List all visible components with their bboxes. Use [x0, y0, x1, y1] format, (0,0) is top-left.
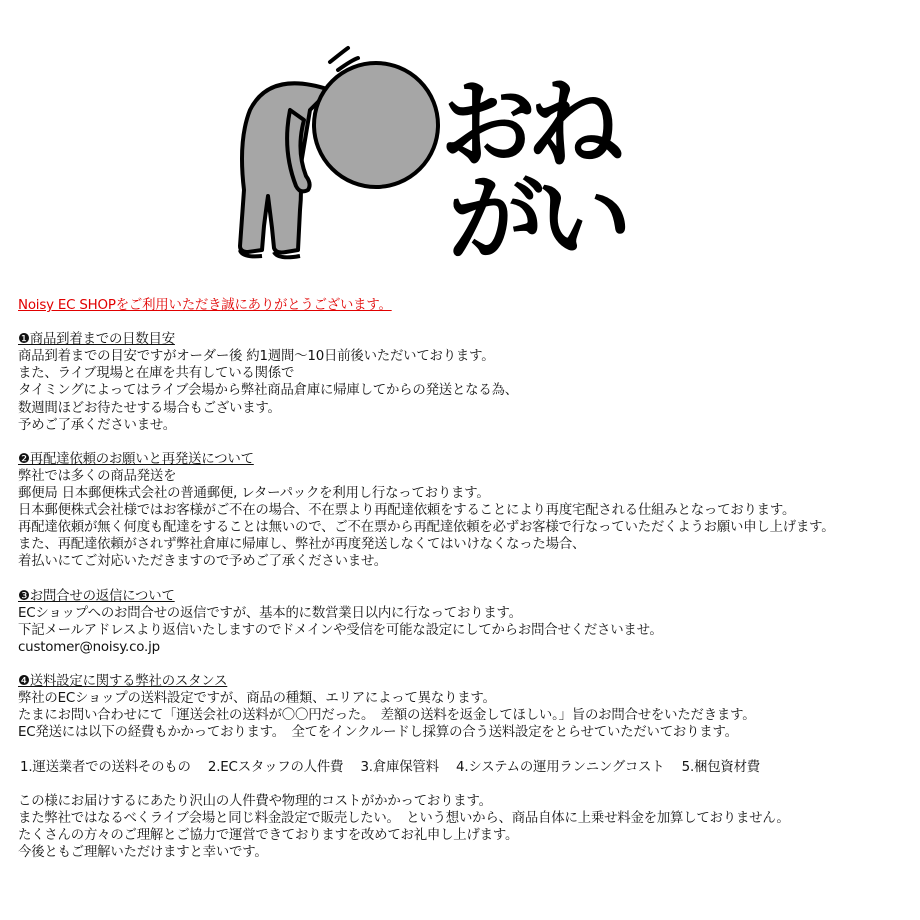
paragraph-line: 商品到着までの目安ですがオーダー後 約1週間〜10日前後いただいております。 — [18, 349, 495, 365]
paragraph-line: EC発送には以下の経費もかかっております。 全てをインクルードし採算の合う送料設定をとらせていただいております。 — [18, 725, 738, 741]
bowing-person-illustration — [0, 0, 920, 290]
section-shipping-policy — [18, 673, 913, 741]
paragraph-line: 着払いにてご対応いただきますので予めご了承くださいませ。 — [18, 554, 387, 570]
closing-paragraph — [18, 793, 913, 861]
section-heading: ❷再配達依頼のお願いと再発送について — [18, 451, 254, 467]
paragraph-line: 数週間ほどお待たせする場合もございます。 — [18, 400, 281, 416]
paragraph-line: また、再配達依頼がされず弊社倉庫に帰庫し、弊社が再度発送しなくてはいけなくなった場合、 — [18, 537, 586, 553]
paragraph-line: 日本郵便株式会社様ではお客様がご不在の場合、不在票より再配達依頼をすることにより再度宅配される仕組みとなっております。 — [18, 503, 796, 519]
paragraph-line: タイミングによってはライブ会場から弊社商品倉庫に帰庫してからの発送となる為、 — [18, 383, 518, 399]
header-banner — [0, 0, 920, 290]
paragraph-line: たくさんの方々のご理解とご協力で運営できておりますを改めてお礼申し上げます。 — [18, 827, 519, 843]
paragraph-line: 今後ともご理解いただけますと幸いです。 — [18, 845, 268, 860]
paragraph-line: たまにお問い合わせにて「運送会社の送料が〇〇円だった。 差額の送料を返金してほしい。」旨のお問合せをいただきます。 — [18, 708, 756, 724]
cost-list: 1.運送業者での送料そのもの 2.ECスタッフの人件費 3.倉庫保管料 4.システムの運用ランニングコスト 5.梱包資材費 — [20, 759, 760, 775]
paragraph-line: 下記メールアドレスより返信いたしますのでドメインや受信を可能な設定にしてからお問合せくださいませ。 — [18, 622, 663, 638]
hero-title-line2: がい — [448, 163, 624, 275]
intro-link[interactable]: Noisy EC SHOPをご利用いただき誠にありがとうございます。 — [18, 298, 392, 313]
paragraph-line: ECショップへのお問合せの返信ですが、基本的に数営業日以内に行なっております。 — [18, 605, 522, 621]
hero-title-line1: おね — [440, 69, 616, 181]
paragraph-line: この様にお届けするにあたり沢山の人件費や物理的コストがかかっております。 — [18, 793, 492, 809]
section-redelivery — [18, 451, 913, 571]
section-heading: ❹送料設定に関する弊社のスタンス — [18, 674, 228, 690]
section-delivery-estimate — [18, 331, 913, 434]
section-heading: ❶商品到着までの日数目安 — [18, 332, 175, 348]
paragraph-line: 弊社では多くの商品発送を — [18, 468, 177, 484]
paragraph-line: 予めご了承くださいませ。 — [18, 417, 176, 433]
paragraph-line: 郵便局 日本郵便株式会社の普通郵便, レターパックを利用し行なっております。 — [18, 486, 490, 502]
contact-email: customer@noisy.co.jp — [18, 639, 160, 655]
paragraph-line: 弊社のECショップの送料設定ですが、商品の種類、エリアによって異なります。 — [18, 691, 496, 707]
notice-text — [18, 297, 913, 861]
paragraph-line: 再配達依頼が無く何度も配達をすることは無いので、ご不在票から再配達依頼を必ずお客様で行なっていただくようお願い申し上げます。 — [18, 520, 835, 536]
section-heading: ❸お問合せの返信について — [18, 588, 175, 604]
paragraph-line: また、ライブ現場と在庫を共有している関係で — [18, 366, 295, 382]
section-inquiry-reply — [18, 588, 913, 656]
paragraph-line: また弊社ではなるべくライブ会場と同じ料金設定で販売したい。 という想いから、商品自体に上乗せ料金を加算しておりません。 — [18, 810, 790, 826]
